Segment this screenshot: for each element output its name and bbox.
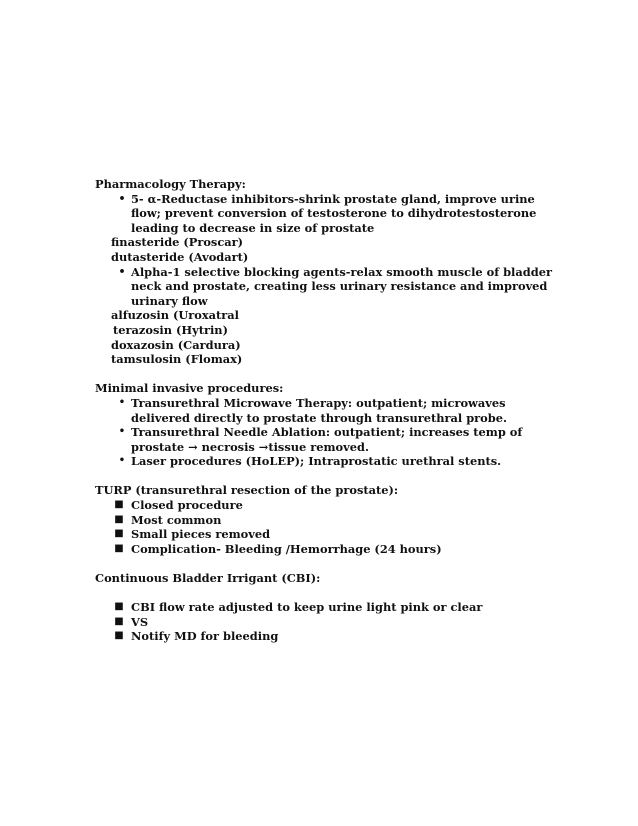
document-page [95, 177, 555, 644]
square-bullet-icon: ■ [114, 630, 124, 642]
square-bullet-icon: ■ [114, 615, 124, 627]
list-item [95, 615, 555, 630]
section-heading-minimal-invasive: Minimal invasive procedures: [95, 381, 284, 396]
list-item [95, 527, 555, 542]
drug-name: tamsulosin (Flomax) [111, 352, 243, 367]
list-item-text: Laser procedures (HoLEP); Intraprostatic urethral stents. [131, 454, 502, 469]
drug-name: finasteride (Proscar) [111, 235, 244, 250]
drug-name: terazosin (Hytrin) [113, 322, 228, 337]
square-bullet-icon: ■ [114, 513, 124, 525]
list-item [95, 192, 555, 236]
list-item-text: VS [131, 614, 149, 629]
list-item [95, 542, 555, 557]
list-item-text: Alpha-1 selective blocking agents-relax smooth muscle of bladder neck and prostate, creating less urinary resistance and improved urinary flow [131, 264, 552, 308]
list-item [95, 454, 555, 469]
square-bullet-icon: ■ [114, 542, 124, 554]
list-item-text: Most common [131, 512, 222, 527]
bullet-icon: • [118, 191, 126, 205]
list-item-text: Small pieces removed [131, 527, 271, 542]
list-item [95, 396, 555, 425]
list-item-text: Transurethral Microwave Therapy: outpatient; microwaves delivered directly to prostate through transurethral probe. [131, 395, 507, 425]
list-item [95, 425, 555, 454]
list-item [95, 629, 555, 644]
list-item [95, 498, 555, 513]
square-bullet-icon: ■ [114, 601, 124, 613]
drug-name: doxazosin (Cardura) [111, 337, 241, 352]
spacer [95, 367, 555, 382]
list-item-text: 5- α-Reductase inhibitors-shrink prostate gland, improve urine flow; prevent conversion of testosterone to dihydrotestosterone leading to decrease in size of prostate [131, 191, 537, 235]
list-item-text: Notify MD for bleeding [131, 629, 279, 644]
bullet-icon: • [118, 426, 126, 438]
list-item [95, 265, 555, 309]
list-item [95, 600, 555, 615]
bullet-icon: • [118, 455, 126, 467]
list-item-text: CBI flow rate adjusted to keep urine light pink or clear [131, 600, 483, 615]
list-item [95, 513, 555, 528]
list-item-text: Transurethral Needle Ablation: outpatient; increases temp of prostate → necrosis →tissue removed. [131, 425, 523, 454]
section-heading-pharmacology: Pharmacology Therapy: [95, 177, 246, 191]
drug-name: dutasteride (Avodart) [111, 249, 249, 264]
spacer [95, 469, 555, 484]
bullet-icon: • [118, 396, 126, 408]
square-bullet-icon: ■ [114, 528, 124, 540]
bullet-icon: • [118, 264, 126, 278]
drug-name: alfuzosin (Uroxatral [111, 308, 240, 323]
list-item-text: Closed procedure [131, 498, 243, 513]
section-heading-turp: TURP (transurethral resection of the prostate): [95, 483, 399, 498]
section-heading-cbi: Continuous Bladder Irrigant (CBI): [95, 571, 321, 586]
spacer [95, 556, 555, 571]
spacer [95, 586, 555, 601]
list-item-text: Complication- Bleeding /Hemorrhage (24 hours) [131, 541, 442, 556]
square-bullet-icon: ■ [114, 499, 124, 511]
